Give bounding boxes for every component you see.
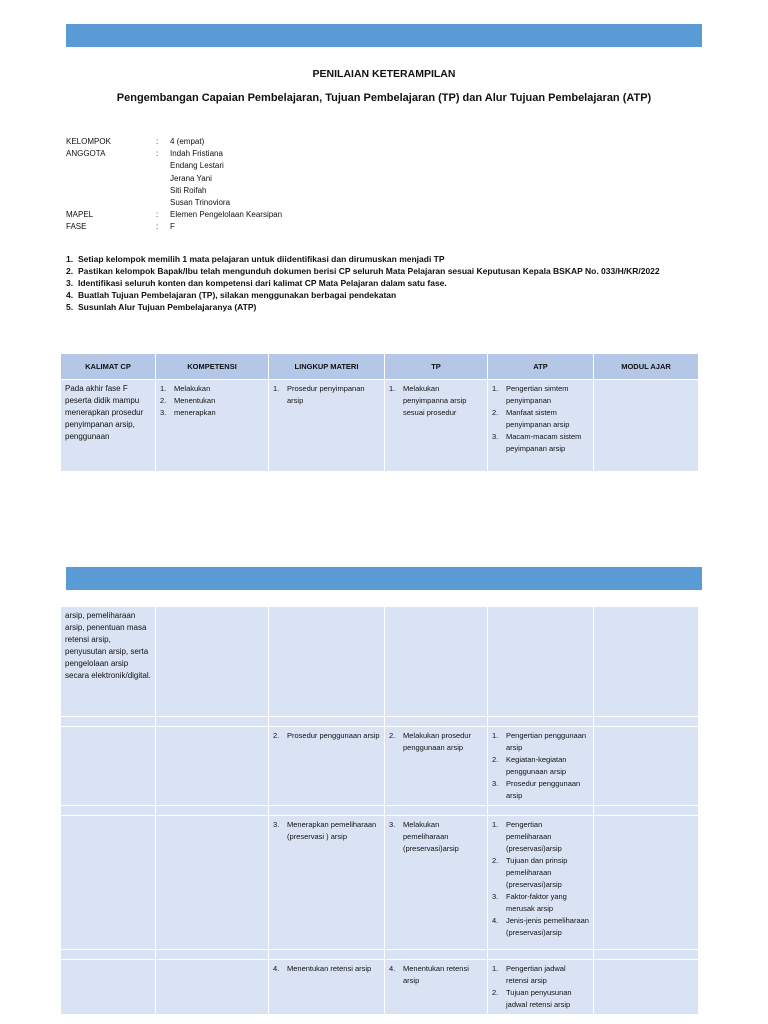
lingkup-item: Prosedur penggunaan arsip [287, 731, 380, 740]
instruction-number: 5. [66, 302, 74, 312]
atp-item: Faktor-faktor yang merusak arsip [506, 892, 567, 913]
tp-item: Melakukan penyimpanna arsip sesuai prosedur [403, 384, 467, 417]
instruction-text: Pastikan kelompok Bapak/Ibu telah mengunduh dokumen berisi CP seluruh Mata Pelajaran sesuai Keputusan Kepala BSKAP No. 033/H/KR/2022 [78, 266, 660, 276]
page-subtitle: Pengembangan Capaian Pembelajaran, Tujuan Pembelajaran (TP) dan Alur Tujuan Pembelajaran (ATP) [116, 92, 652, 104]
modul-ajar-cell [594, 727, 699, 806]
kompetensi-cell [156, 727, 269, 806]
kelompok-row [66, 136, 282, 148]
tp-item: Melakukan prosedur penggunaan arsip [403, 731, 471, 752]
anggota-row [66, 148, 282, 209]
spacer-row [61, 717, 699, 727]
kompetensi-item: Melakukan [174, 384, 211, 393]
atp-item: Macam-macam sistem peyimpanan arsip [506, 432, 582, 453]
spacer-row [61, 806, 699, 816]
tp-cell: 1. Melakukan penyimpanna arsip sesuai prosedur [385, 380, 488, 472]
cp-cell [61, 727, 156, 806]
instruction-item [66, 265, 702, 277]
page-break-band [66, 567, 702, 590]
lingkup-cell: 1. Prosedur penyimpanan arsip [269, 380, 385, 472]
tp-item: Melakukan pemeliharaan (preservasi)arsip [403, 820, 459, 853]
member-name: Siti Roifah [170, 185, 207, 195]
colon: : [156, 222, 159, 232]
atp-item: Pengertian jadwal retensi arsip [506, 964, 566, 985]
atp-item: Pengertian penggunaan arsip [506, 731, 587, 752]
table-row [61, 727, 699, 806]
atp-cell: 1. Pengertian simtem penyimpanan 2. Manfaat sistem penyimpanan arsip 3. Macam-macam sistem peyimpanan arsip [488, 380, 594, 472]
kompetensi-item: Menentukan [174, 396, 216, 405]
fase-label: FASE [66, 222, 87, 232]
instructions-list [66, 253, 702, 313]
member-name: Indah Fristiana [170, 149, 223, 159]
tp-table [60, 353, 699, 472]
page-title: PENILAIAN KETERAMPILAN [312, 68, 456, 80]
header-kalimat-cp: KALIMAT CP [61, 354, 156, 380]
kompetensi-cell [156, 960, 269, 1015]
instruction-number: 4. [66, 290, 74, 300]
fase-row [66, 221, 282, 233]
fase-value: F [170, 222, 175, 232]
lingkup-item: Menerapkan pemeliharaan (preservasi ) arsip [287, 820, 377, 841]
atp-item: Jenis-jenis pemeliharaan (preservasi)arsip [506, 916, 589, 937]
lingkup-cell: 4. Menentukan retensi arsip [269, 960, 385, 1015]
instruction-number: 1. [66, 254, 74, 264]
atp-item: Manfaat sistem penyimpanan arsip [506, 408, 570, 429]
colon: : [156, 149, 159, 159]
header-lingkup-materi: LINGKUP MATERI [269, 354, 385, 380]
tp-cell: 3. Melakukan pemeliharaan (preservasi)arsip [385, 816, 488, 950]
atp-item: Tujuan penyusunan jadwal retensi arsip [506, 988, 572, 1009]
cp-cell: arsip, pemeliharaan arsip, penentuan masa retensi arsip, penyusutan arsip, serta pengelolaan arsip secara elektronik/digital. [61, 607, 156, 717]
lingkup-item: Menentukan retensi arsip [287, 964, 372, 973]
instruction-item [66, 301, 702, 313]
anggota-list [170, 148, 230, 209]
cp-cell [61, 816, 156, 950]
instruction-item [66, 289, 702, 301]
member-name: Susan Trinoviora [170, 198, 231, 208]
header-band [66, 24, 702, 47]
atp-item: Kegiatan-kegiatan penggunaan arsip [506, 755, 567, 776]
instruction-number: 3. [66, 278, 74, 288]
header-atp: ATP [488, 354, 594, 380]
group-info [66, 136, 282, 234]
instruction-text: Identifikasi seluruh konten dan kompetensi dari kalimat CP Mata Pelajaran dalam satu fase. [78, 278, 447, 288]
member-name: Endang Lestari [170, 161, 224, 171]
anggota-label: ANGGOTA [66, 149, 106, 159]
atp-item: Prosedur penggunaan arsip [506, 779, 581, 800]
spacer-row [61, 950, 699, 960]
cp-cell: Pada akhir fase F peserta didik mampu menerapkan prosedur penyimpanan arsip, penggunaan [61, 380, 156, 472]
mapel-row [66, 209, 282, 221]
colon: : [156, 137, 159, 146]
instruction-number: 2. [66, 266, 74, 276]
table-row [61, 816, 699, 950]
tp-item: Menentukan retensi arsip [403, 964, 469, 985]
member-name: Jerana Yani [170, 173, 212, 183]
kompetensi-cell [156, 607, 269, 717]
mapel-label: MAPEL [66, 210, 94, 220]
instruction-text: Buatlah Tujuan Pembelajaran (TP), silakan menggunakan berbagai pendekatan [78, 290, 397, 300]
header-modul-ajar: MODUL AJAR [594, 354, 699, 380]
tp-cell: 4. Menentukan retensi arsip [385, 960, 488, 1015]
lingkup-cell: 3. Menerapkan pemeliharaan (preservasi ) arsip [269, 816, 385, 950]
instruction-item [66, 277, 702, 289]
atp-item: Pengertian simtem penyimpanan [506, 384, 569, 405]
mapel-value: Elemen Pengelolaan Kearsipan [170, 210, 283, 220]
kelompok-label: KELOMPOK [66, 137, 111, 146]
kompetensi-cell: 1. Melakukan 2. Menentukan 3. menerapkan [156, 380, 269, 472]
modul-ajar-cell [594, 380, 699, 472]
modul-ajar-cell [594, 960, 699, 1015]
instruction-item [66, 253, 702, 265]
table-row [61, 380, 699, 472]
lingkup-cell: 2. Prosedur penggunaan arsip [269, 727, 385, 806]
atp-cell: 1. Pengertian pemeliharaan (preservasi)arsip 2. Tujuan dan prinsip pemeliharaan (preservasi)arsip 3. Faktor-faktor yang merusak arsip 4. Jenis-jenis pemeliharaan (preservasi)arsip [488, 816, 594, 950]
tp-table-continued [60, 606, 699, 1015]
instruction-text: Susunlah Alur Tujuan Pembelajaranya (ATP) [78, 302, 257, 312]
tp-cell [385, 607, 488, 717]
header-tp: TP [385, 354, 488, 380]
atp-cell: 1. Pengertian jadwal retensi arsip 2. Tujuan penyusunan jadwal retensi arsip [488, 960, 594, 1015]
kompetensi-item: menerapkan [174, 408, 216, 417]
colon: : [156, 210, 159, 220]
table-header-row [61, 354, 699, 380]
header-kompetensi: KOMPETENSI [156, 354, 269, 380]
atp-cell [488, 607, 594, 717]
atp-item: Tujuan dan prinsip pemeliharaan (preservasi)arsip [506, 856, 568, 889]
kelompok-value: 4 (empat) [170, 137, 205, 146]
lingkup-cell [269, 607, 385, 717]
table-row [61, 960, 699, 1015]
modul-ajar-cell [594, 607, 699, 717]
tp-cell: 2. Melakukan prosedur penggunaan arsip [385, 727, 488, 806]
atp-cell: 1. Pengertian penggunaan arsip 2. Kegiatan-kegiatan penggunaan arsip 3. Prosedur penggunaan arsip [488, 727, 594, 806]
kompetensi-cell [156, 816, 269, 950]
instruction-text: Setiap kelompok memilih 1 mata pelajaran untuk diidentifikasi dan dirumuskan menjadi TP [78, 254, 445, 264]
atp-item: Pengertian pemeliharaan (preservasi)arsip [506, 820, 562, 853]
cp-cell [61, 960, 156, 1015]
table-row [61, 607, 699, 717]
modul-ajar-cell [594, 816, 699, 950]
lingkup-item: Prosedur penyimpanan arsip [287, 384, 365, 405]
